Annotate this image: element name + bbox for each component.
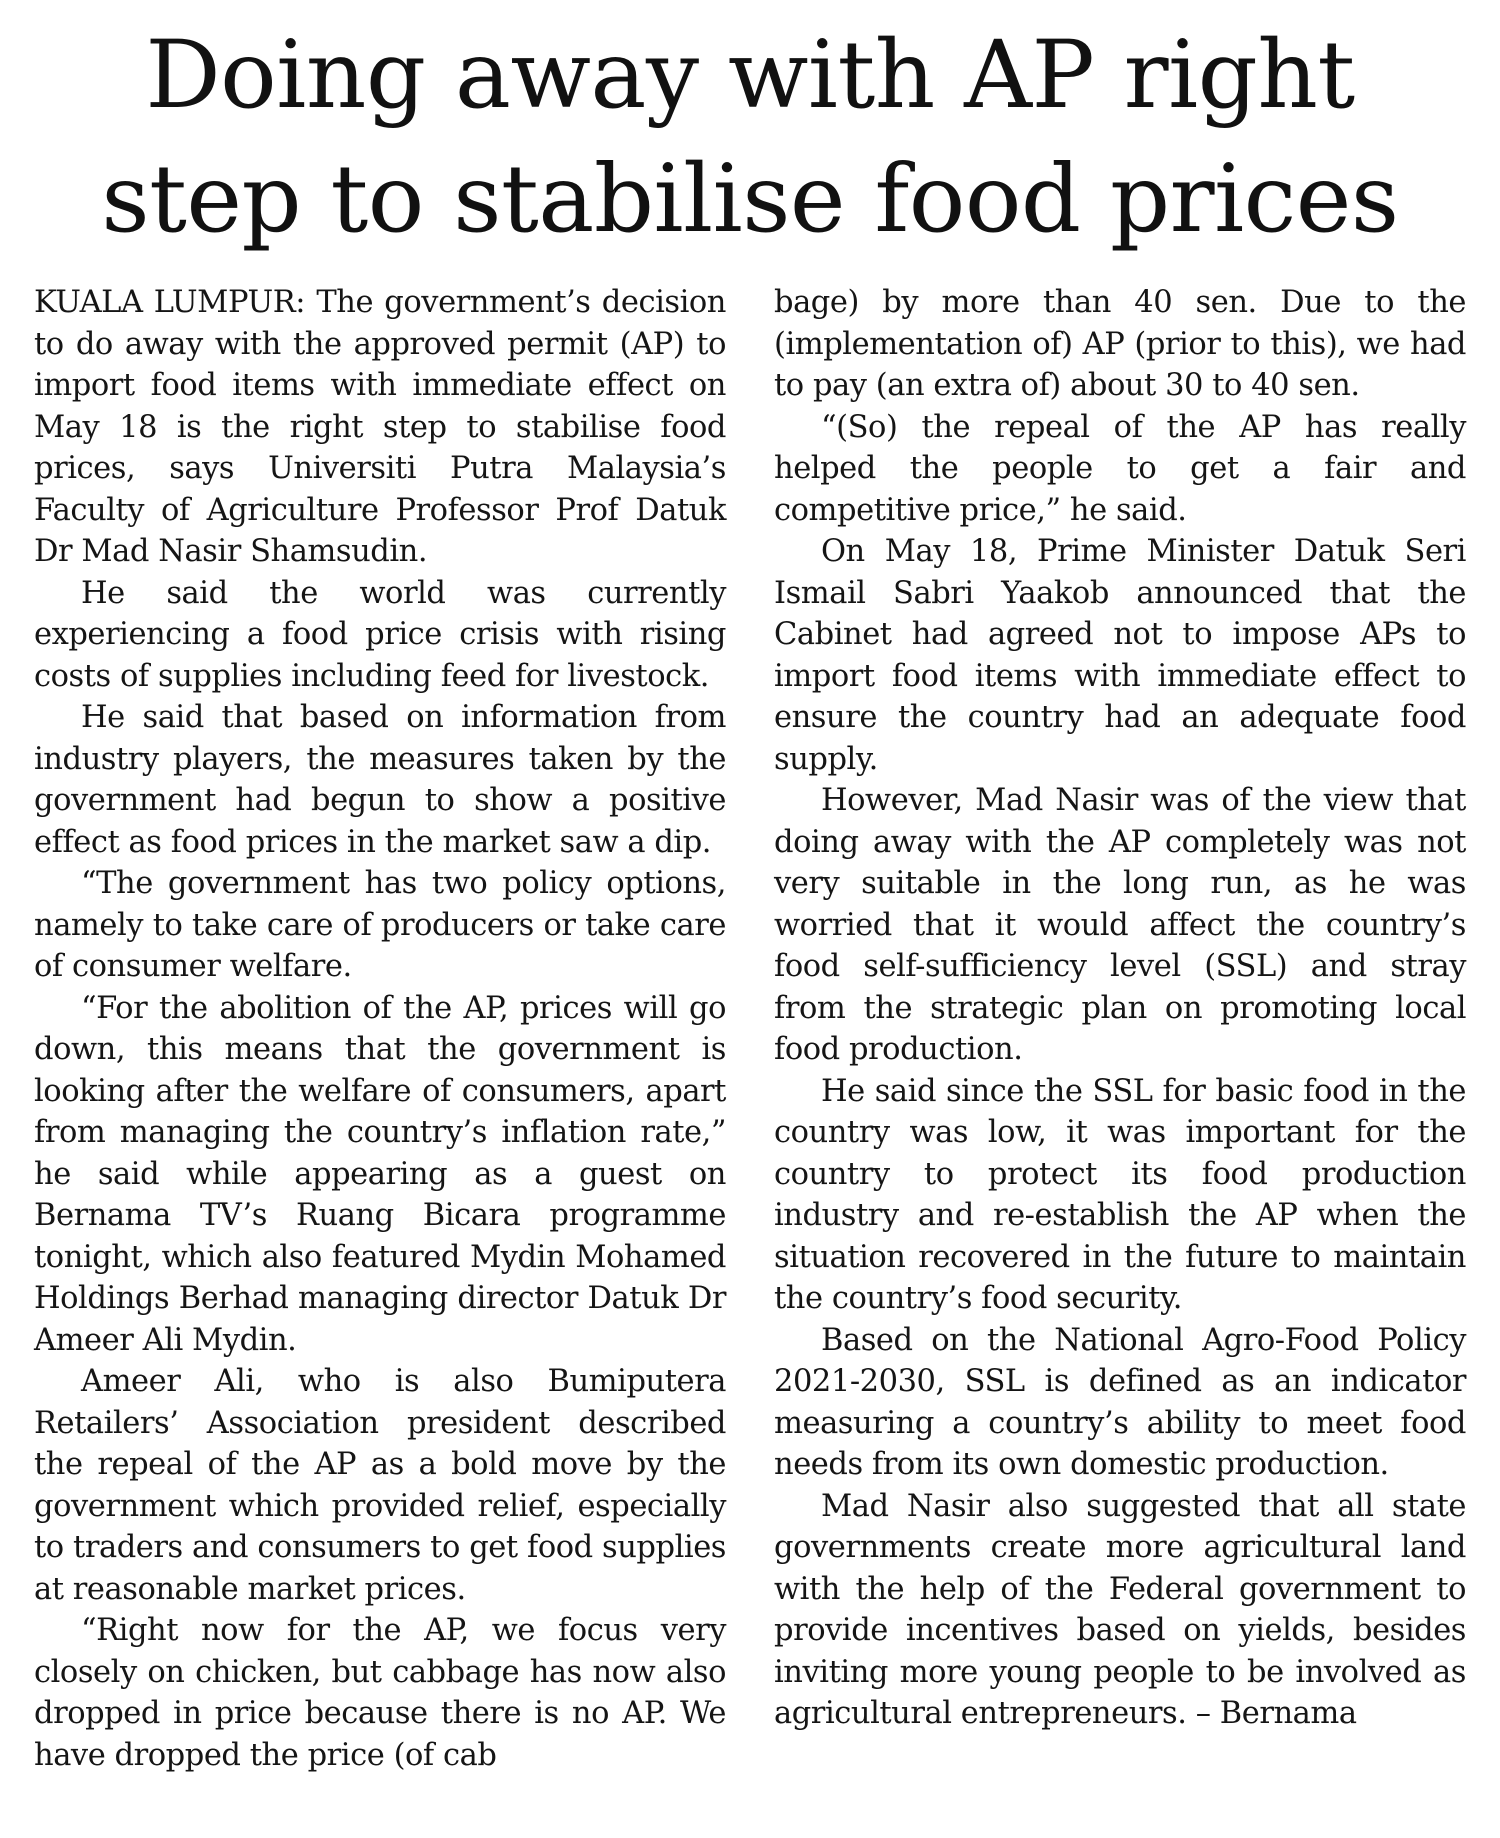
paragraph: He said that based on information from industry players, the measures taken by the government had begun to show a positive effect as food prices in the market saw a dip.: [34, 700, 726, 860]
headline: [0, 14, 1500, 262]
paragraph: “The government has two policy options, namely to take care of producers or take care of consumer welfare.: [34, 866, 726, 984]
article-body: [34, 282, 1466, 1776]
paragraph: On May 18, Prime Minister Datuk Seri Ismail Sabri Yaakob announced that the Cabinet had agreed not to impose APs to import food items with immediate effect to ensure the country had an adequate food supply.: [774, 534, 1466, 777]
paragraph: bage) by more than 40 sen. Due to the (implementation of) AP (prior to this), we had to pay (an extra of) about 30 to 40 sen.: [774, 285, 1466, 403]
paragraph: Based on the National Agro-Food Policy 2021-2030, SSL is defined as an indicator measuring a country’s ability to meet food needs from its own domestic production.: [774, 1322, 1466, 1482]
paragraph: He said since the SSL for basic food in the country was low, it was important for the country to protect its food production industry and re-establish the AP when the situation recovered in the future to maintain the country’s food security.: [774, 1073, 1466, 1316]
headline-line-1: Doing away with AP right: [145, 21, 1355, 130]
paragraph: However, Mad Nasir was of the view that doing away with the AP completely was not very suitable in the long run, as he was worried that it would affect the country’s food self-sufficiency level (SSL) and stray from the strategic plan on promoting local food production.: [774, 783, 1466, 1067]
paragraph: He said the world was currently experiencing a food price crisis with rising costs of supplies including feed for livestock.: [34, 575, 726, 694]
paragraph: KUALA LUMPUR: The government’s decision to do away with the approved permit (AP) to import food items with immediate effect on May 18 is the right step to stabilise food prices, says Universiti Putra Malaysia’s Faculty of Agriculture Professor Prof Datuk Dr Mad Nasir Shamsudin.: [34, 285, 726, 569]
paragraph: “(So) the repeal of the AP has really helped the people to get a fair and competitive price,” he said.: [774, 409, 1466, 528]
column-left: [34, 282, 726, 1776]
paragraph: Mad Nasir also suggested that all state governments create more agricultural land with the help of the Federal government to provide incentives based on yields, besides inviting more young people to be involved as agricultural entrepreneurs. – Bernama: [774, 1488, 1466, 1731]
paragraph: “For the abolition of the AP, prices will go down, this means that the government is looking after the welfare of consumers, apart from managing the country’s inflation rate,” he said while appearing as a guest on Bernama TV’s Ruang Bicara programme tonight, which also featured Mydin Mohamed Holdings Berhad managing director Datuk Dr Ameer Ali Mydin.: [34, 990, 726, 1358]
headline-line-2: step to stabilise food prices: [101, 145, 1399, 254]
paragraph: Ameer Ali, who is also Bumiputera Retailers’ Association president described the repeal of the AP as a bold move by the government which provided relief, especially to traders and consumers to get food supplies at reasonable market prices.: [34, 1364, 726, 1607]
paragraph: “Right now for the AP, we focus very closely on chicken, but cabbage has now also dropped in price because there is no AP. We have dropped the price (of cab: [34, 1613, 726, 1773]
column-right: [774, 282, 1466, 1776]
